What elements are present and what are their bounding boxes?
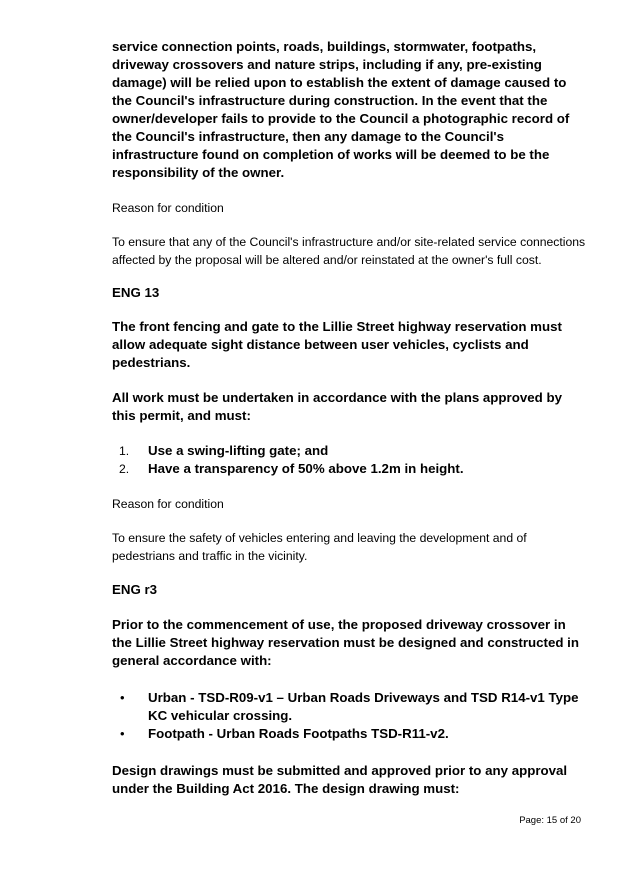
list-marker: 2.	[119, 462, 130, 476]
reason-label: Reason for condition	[112, 201, 224, 215]
reason-label: Reason for condition	[112, 497, 224, 511]
list-marker: 1.	[119, 444, 130, 458]
reason-text: To ensure the safety of vehicles entering and leaving the development and of pedestrians and traffic in the vicinity.	[112, 531, 527, 563]
document-body	[112, 38, 588, 798]
eng13-paragraph-2: All work must be undertaken in accordance with the plans approved by this permit, and must:	[112, 390, 562, 423]
list-item-text: Footpath - Urban Roads Footpaths TSD-R11-v2.	[148, 726, 449, 741]
engr3-paragraph-2: Design drawings must be submitted and approved prior to any approval under the Building Act 2016. The design drawing must:	[112, 763, 568, 796]
list-item	[112, 442, 588, 460]
reason-text: To ensure that any of the Council's infrastructure and/or site-related service connections affected by the proposal will be altered and/or reinstated at the owner's full cost.	[112, 235, 586, 267]
eng13-paragraph-1: The front fencing and gate to the Lillie Street highway reservation must allow adequate sight distance between user vehicles, cyclists and pedestrians.	[112, 319, 562, 370]
list-item-text: Urban - TSD-R09-v1 – Urban Roads Driveways and TSD R14-v1 Type KC vehicular crossing.	[148, 690, 579, 723]
section-heading-engr3: ENG r3	[112, 582, 158, 597]
list-item	[112, 460, 588, 478]
section-heading-eng13: ENG 13	[112, 285, 160, 300]
page-number: Page: 15 of 20	[519, 815, 581, 826]
list-item-text: Use a swing-lifting gate; and	[148, 443, 329, 458]
engr3-bullet-list	[112, 689, 588, 743]
list-item-text: Have a transparency of 50% above 1.2m in height.	[148, 461, 464, 476]
engr3-paragraph-1: Prior to the commencement of use, the proposed driveway crossover in the Lillie Street highway reservation must be designed and constructed in general accordance with:	[112, 617, 579, 668]
bullet-marker: •	[120, 726, 125, 741]
eng13-numbered-list	[112, 442, 588, 478]
bullet-marker: •	[120, 690, 125, 705]
list-item	[112, 689, 588, 725]
list-item	[112, 725, 588, 743]
intro-paragraph: service connection points, roads, buildings, stormwater, footpaths, driveway crossovers and nature strips, including if any, pre-existing damage) will be relied upon to establish the extent of damage caused to the Council's infrastructure during construction. In the event that the owner/developer fails to provide to the Council a photographic record of the Council's infrastructure, then any damage to the Council's infrastructure found on completion of works will be deemed to be the responsibility of the owner.	[112, 39, 570, 180]
